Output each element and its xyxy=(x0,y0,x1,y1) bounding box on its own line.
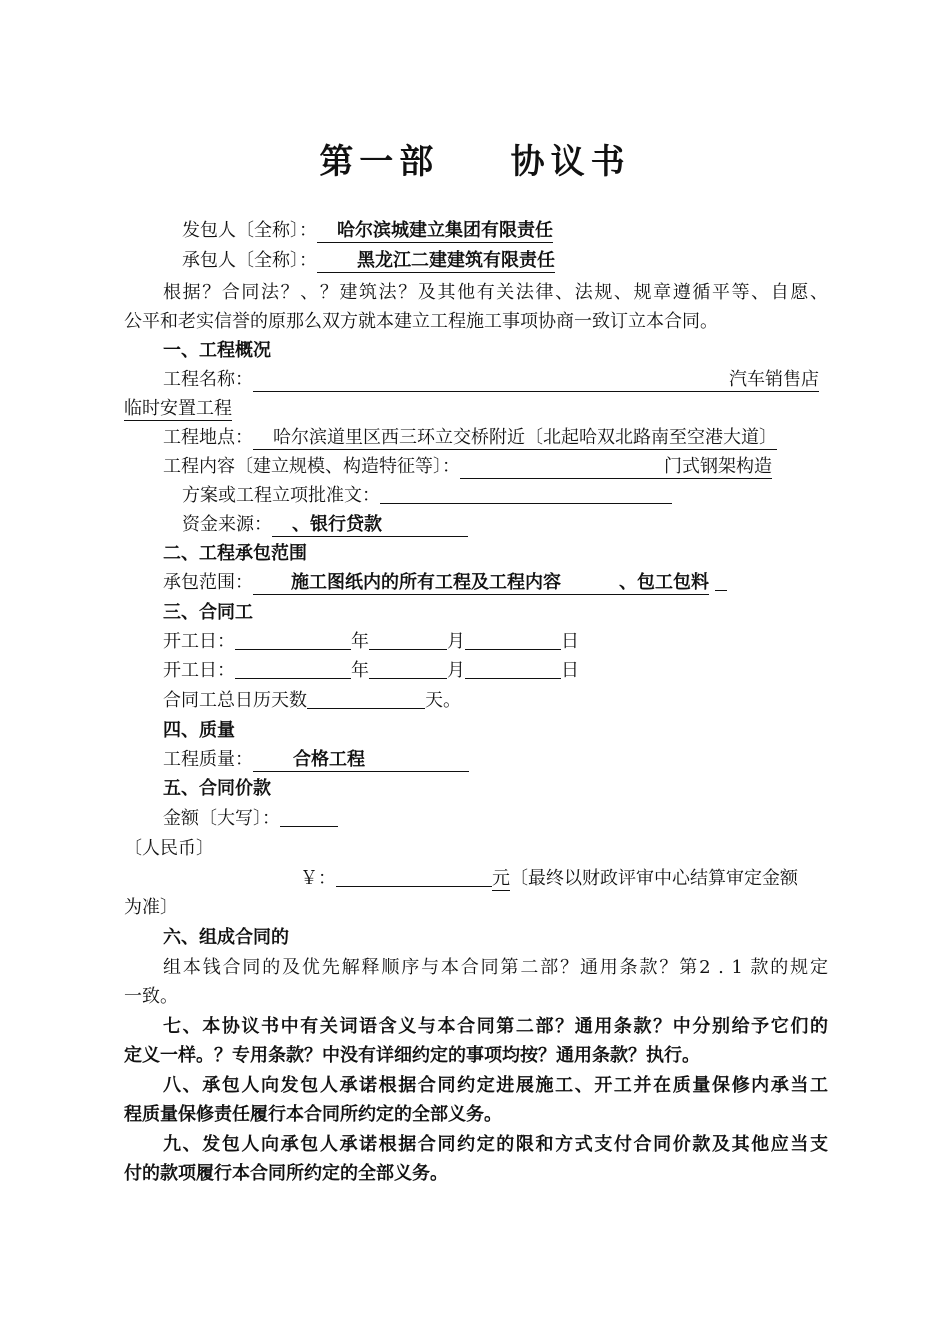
end-day-unit: 日 xyxy=(561,660,579,681)
start-year-unit: 年 xyxy=(351,631,369,652)
total-days-line xyxy=(163,688,461,714)
quality-label: 工程质量： xyxy=(163,749,253,770)
yen-line xyxy=(300,866,798,892)
total-days-blank xyxy=(307,688,425,709)
funding-line xyxy=(182,512,468,538)
section-4-heading: 四、质量 xyxy=(163,720,235,741)
scope-line xyxy=(163,570,727,596)
scope-tail-blank xyxy=(715,570,727,591)
funding-label: 资金来源： xyxy=(182,514,272,535)
quality-line xyxy=(163,747,469,773)
project-name-value-2: 临时安置工程 xyxy=(124,398,232,419)
section-2-heading: 二、工程承包范围 xyxy=(163,543,307,564)
funding-value: 、银行贷款 xyxy=(272,514,468,537)
project-content-value: 门式钢架构造 xyxy=(460,456,772,479)
contractor-line xyxy=(182,248,555,274)
currency-label: 〔人民币〕 xyxy=(124,838,214,859)
employer-value: 哈尔滨城建立集团有限责任 xyxy=(317,220,553,243)
end-year-blank xyxy=(235,658,351,679)
section-5-heading: 五、合同价款 xyxy=(163,778,271,799)
section-6-heading: 六、组成合同的 xyxy=(163,927,289,948)
section-9-line-1: 九、发包人向承包人承诺根据合同约定的限和方式支付合同价款及其他应当支 xyxy=(163,1134,828,1155)
end-month-blank xyxy=(369,658,447,679)
intro-line-1: 根据？合同法？、？建筑法？及其他有关法律、法规、规章遵循平等、自愿、 xyxy=(163,282,828,303)
contractor-value: 黑龙江二建建筑有限责任 xyxy=(317,250,555,273)
total-days-label: 合同工总日历天数 xyxy=(163,690,307,711)
project-location-line xyxy=(163,425,777,451)
section-3-heading: 三、合同工 xyxy=(163,602,253,623)
section-1-heading: 一、工程概况 xyxy=(163,340,271,361)
approval-label: 方案或工程立项批准文： xyxy=(182,485,380,506)
section-8-line-1: 八、承包人向发包人承诺根据合同约定进展施工、开工并在质量保修内承当工 xyxy=(163,1075,828,1096)
section-6-line-1: 组本钱合同的及优先解释顺序与本合同第二部？通用条款？第2 . 1 款的规定 xyxy=(163,957,828,978)
yen-blank xyxy=(336,866,492,887)
start-year-blank xyxy=(235,629,351,650)
total-days-unit: 天。 xyxy=(425,690,461,711)
start-day-unit: 日 xyxy=(561,631,579,652)
section-9-line-2: 付的款项履行本合同所约定的全部义务。 xyxy=(124,1163,448,1184)
project-location-value: 哈尔滨道里区西三环立交桥附近〔北起哈双北路南至空港大道〕 xyxy=(253,427,777,450)
page-title: 第一部 协议书 xyxy=(319,142,631,182)
start-month-unit: 月 xyxy=(447,631,465,652)
approval-line xyxy=(182,483,672,509)
amount-line xyxy=(163,806,338,832)
project-content-line xyxy=(163,454,772,480)
project-name-label: 工程名称： xyxy=(163,369,253,390)
project-name-value: 汽车销售店 xyxy=(253,369,819,392)
project-name-line-2 xyxy=(124,396,232,422)
project-location-label: 工程地点： xyxy=(163,427,253,448)
scope-label: 承包范围： xyxy=(163,572,253,593)
start-month-blank xyxy=(369,629,447,650)
end-date-line xyxy=(163,658,579,684)
section-8-line-2: 程质量保修责任履行本合同所约定的全部义务。 xyxy=(124,1104,502,1125)
scope-value-2: 、包工包料 xyxy=(619,572,709,593)
start-day-blank xyxy=(465,629,561,650)
amount-label: 金额〔大写〕： xyxy=(163,808,280,829)
section-6-line-2: 一致。 xyxy=(124,986,178,1007)
settlement-note: 〔最终以财政评审中心结算审定金额 xyxy=(510,868,798,889)
contractor-label: 承包人〔全称〕： xyxy=(182,250,317,271)
amount-blank xyxy=(280,806,338,827)
quality-value: 合格工程 xyxy=(253,749,469,772)
end-month-unit: 月 xyxy=(447,660,465,681)
approval-blank xyxy=(380,483,672,504)
start-date-label: 开工日： xyxy=(163,631,235,652)
intro-line-2: 公平和老实信誉的原那么双方就本建立工程施工事项协商一致订立本合同。 xyxy=(124,311,718,332)
scope-value: 施工图纸内的所有工程及工程内容 xyxy=(253,572,619,595)
section-7-line-1: 七、本协议书中有关词语含义与本合同第二部？通用条款？中分别给予它们的 xyxy=(163,1016,828,1037)
employer-label: 发包人〔全称〕： xyxy=(182,220,317,241)
end-date-label: 开工日： xyxy=(163,660,235,681)
yen-label: ￥： xyxy=(300,868,336,889)
project-name-line xyxy=(163,367,819,393)
end-day-blank xyxy=(465,658,561,679)
yuan-unit: 元 xyxy=(492,868,510,889)
end-year-unit: 年 xyxy=(351,660,369,681)
employer-line xyxy=(182,218,553,244)
start-date-line xyxy=(163,629,579,655)
project-content-label: 工程内容〔建立规模、构造特征等〕： xyxy=(163,456,460,477)
settlement-note-2: 为准〕 xyxy=(124,897,178,918)
section-7-line-2: 定义一样。？专用条款？中没有详细约定的事项均按？通用条款？执行。 xyxy=(124,1045,700,1066)
